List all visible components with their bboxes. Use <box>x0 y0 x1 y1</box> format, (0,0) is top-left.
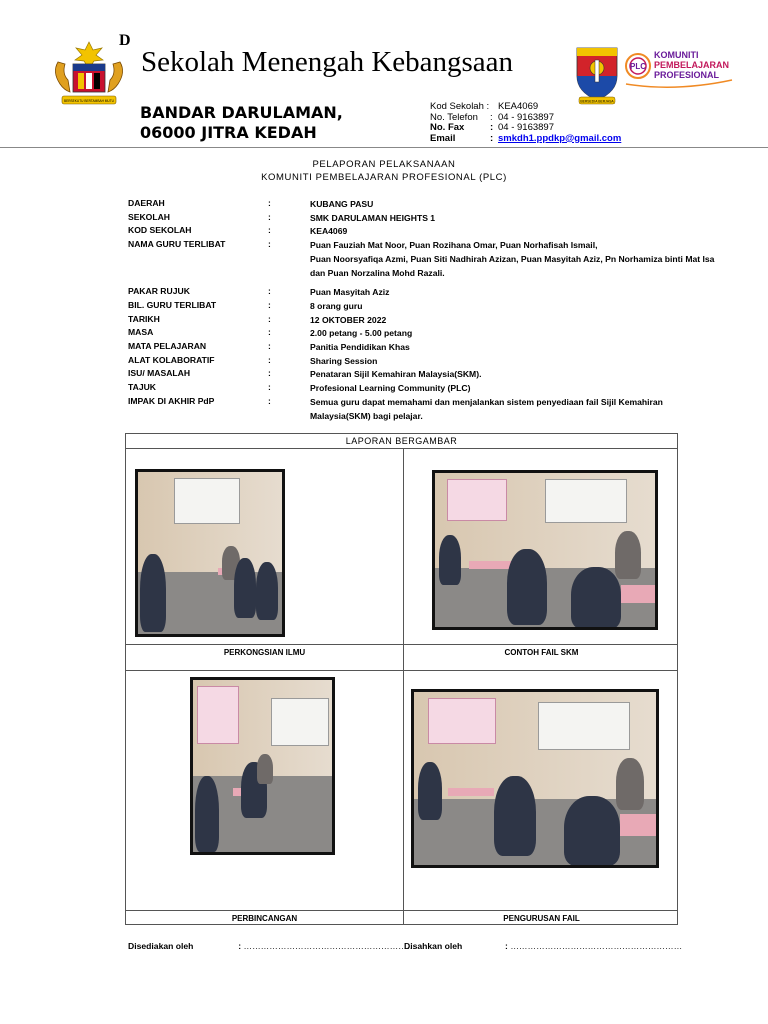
info-sep: : <box>268 286 271 297</box>
caption-contoh-fail-skm: CONTOH FAIL SKM <box>504 648 579 657</box>
info-sep: : <box>268 354 271 365</box>
info-value-continued: Puan Noorsyafiqa Azmi, Puan Siti Nadhirah Azizan, Puan Masyitah Aziz, Pn Norhamiza binti Mat Isa dan Puan Norzalina Mohd Razali. <box>310 253 715 278</box>
info-label: ISU/ MASALAH <box>128 368 191 379</box>
contact-value: 04 - 9163897 <box>498 111 554 123</box>
info-label: KOD SEKOLAH <box>128 225 192 236</box>
info-row <box>128 396 720 423</box>
info-sep: : <box>268 211 271 222</box>
email-link[interactable]: smkdh1.ppdkp@gmail.com <box>498 132 622 144</box>
info-value-continued: Malaysia(SKM) bagi pelajar. <box>310 410 423 421</box>
info-label: MASA <box>128 327 154 338</box>
info-block <box>128 198 720 423</box>
info-sep: : <box>268 299 271 310</box>
info-row <box>128 368 720 382</box>
info-label: TARIKH <box>128 313 160 324</box>
info-sep: : <box>268 341 271 352</box>
report-title-line-1: PELAPORAN PELAKSANAAN <box>312 159 456 170</box>
info-row <box>128 341 720 355</box>
prepared-by-label: Disediakan oleh <box>128 941 194 951</box>
table-divider <box>403 448 404 925</box>
info-row <box>128 286 720 300</box>
plc-badge: PLC <box>630 62 646 71</box>
info-value: Puan Fauziah Mat Noor, Puan Rozihana Omar, Puan Norhafisah Ismail, Puan Noorsyafiqa Azmi, Puan Siti Nadhirah Azizan, Puan Masyitah Aziz, Pn Norhamiza binti Mat Isa dan Puan Norzalina Mohd Razali. <box>310 239 720 280</box>
photo-contoh-fail-skm <box>432 470 658 630</box>
report-title-line-2: KOMUNITI PEMBELAJARAN PROFESIONAL (PLC) <box>261 172 507 183</box>
info-label: SEKOLAH <box>128 211 171 222</box>
table-divider <box>126 644 677 645</box>
info-value: SMK DARULAMAN HEIGHTS 1 <box>310 212 436 223</box>
info-label: DAERAH <box>128 198 165 208</box>
school-crest-icon <box>573 42 621 106</box>
info-label: IMPAK DI AKHIR PdP <box>128 395 215 406</box>
info-value: Panitia Pendidikan Khas <box>310 342 410 353</box>
contact-sep: : <box>490 132 494 144</box>
approved-by-signature-line: …………………………………………………… <box>510 941 683 951</box>
approved-by <box>404 941 682 951</box>
info-label: PAKAR RUJUK <box>128 286 190 297</box>
crest-right-caption: BERSEDIA BERJASA <box>580 99 614 104</box>
info-row <box>128 314 720 328</box>
info-row <box>128 355 720 369</box>
info-value: Profesional Learning Community (PLC) <box>310 383 471 394</box>
approved-by-label: Disahkan oleh <box>404 941 463 951</box>
prepared-by-sep: : <box>238 941 242 951</box>
info-sep: : <box>268 198 271 208</box>
approved-by-sep: : <box>505 941 508 951</box>
contact-sep: : <box>490 122 494 134</box>
info-row <box>128 212 720 226</box>
info-row <box>128 225 720 239</box>
address-line-2: 06000 JITRA KEDAH <box>140 123 317 142</box>
contact-row-email <box>430 134 621 145</box>
crest-left-caption: BERSEKUTU BERTAMBAH MUTU <box>63 99 115 103</box>
plc-title-2: PEMBELAJARAN <box>654 60 730 70</box>
info-value: Penataran Sijil Kemahiran Malaysia(SKM). <box>310 369 482 380</box>
info-value: Semua guru dapat memahami dan menjalankan sistem penyediaan fail Sijil Kemahiran Malaysia(SKM) bagi pelajar. <box>310 396 720 423</box>
malaysia-coat-of-arms-icon <box>48 40 130 106</box>
caption-pengurusan-fail: PENGURUSAN FAIL <box>503 914 580 923</box>
info-row <box>128 327 720 341</box>
info-value: Sharing Session <box>310 355 378 366</box>
photo-pengurusan-fail <box>411 689 659 868</box>
photo-perkongsian-ilmu <box>135 469 285 637</box>
header-divider <box>0 147 768 148</box>
info-value: 8 orang guru <box>310 300 363 311</box>
caption-perbincangan: PERBINCANGAN <box>231 914 298 923</box>
info-row <box>128 300 720 314</box>
info-value: KEA4069 <box>310 226 348 237</box>
info-label: BIL. GURU TERLIBAT <box>128 299 217 310</box>
contact-label: Kod Sekolah : <box>430 101 490 112</box>
info-sep: : <box>268 239 271 250</box>
info-row <box>128 382 720 396</box>
plc-logo <box>624 46 734 94</box>
info-row <box>128 198 720 212</box>
prepared-by-signature-line: …………………………………………………… <box>243 941 416 951</box>
info-sep: : <box>268 368 271 379</box>
contact-label: Email <box>430 132 456 144</box>
plc-title-3: PROFESIONAL <box>654 70 720 80</box>
address-line-1: BANDAR DARULAMAN, <box>140 103 343 122</box>
info-label: TAJUK <box>128 382 157 393</box>
prepared-by <box>128 941 415 951</box>
info-sep: : <box>268 313 271 324</box>
school-name: Sekolah Menengah Kebangsaan <box>141 46 514 78</box>
contact-value: 04 - 9163897 <box>498 122 554 134</box>
info-sep: : <box>268 225 271 236</box>
info-label: ALAT KOLABORATIF <box>128 354 215 365</box>
plc-title-1: KOMUNITI <box>654 50 699 60</box>
photo-perbincangan <box>190 677 335 855</box>
info-label: MATA PELAJARAN <box>128 341 207 352</box>
contact-sep: : <box>490 111 493 123</box>
info-value: Puan Masyitah Aziz <box>310 287 390 298</box>
table-divider <box>126 670 677 671</box>
info-sep: : <box>268 382 271 393</box>
info-sep: : <box>268 327 271 338</box>
info-value: 12 OKTOBER 2022 <box>310 314 387 325</box>
d-mark: D <box>119 32 131 49</box>
photo-report-header: LAPORAN BERGAMBAR <box>126 434 677 449</box>
info-sep: : <box>268 395 271 406</box>
contact-value: KEA4069 <box>498 101 539 112</box>
info-value: 2.00 petang - 5.00 petang <box>310 328 413 339</box>
info-label: NAMA GURU TERLIBAT <box>128 239 226 250</box>
table-divider <box>126 910 677 911</box>
photo-report-table <box>125 433 678 925</box>
caption-perkongsian-ilmu: PERKONGSIAN ILMU <box>223 648 306 657</box>
contact-label: No. Telefon <box>430 111 478 123</box>
contact-label: No. Fax <box>430 122 465 134</box>
info-row <box>128 239 720 280</box>
info-value: KUBANG PASU <box>310 199 374 209</box>
contact-sep <box>490 102 498 113</box>
